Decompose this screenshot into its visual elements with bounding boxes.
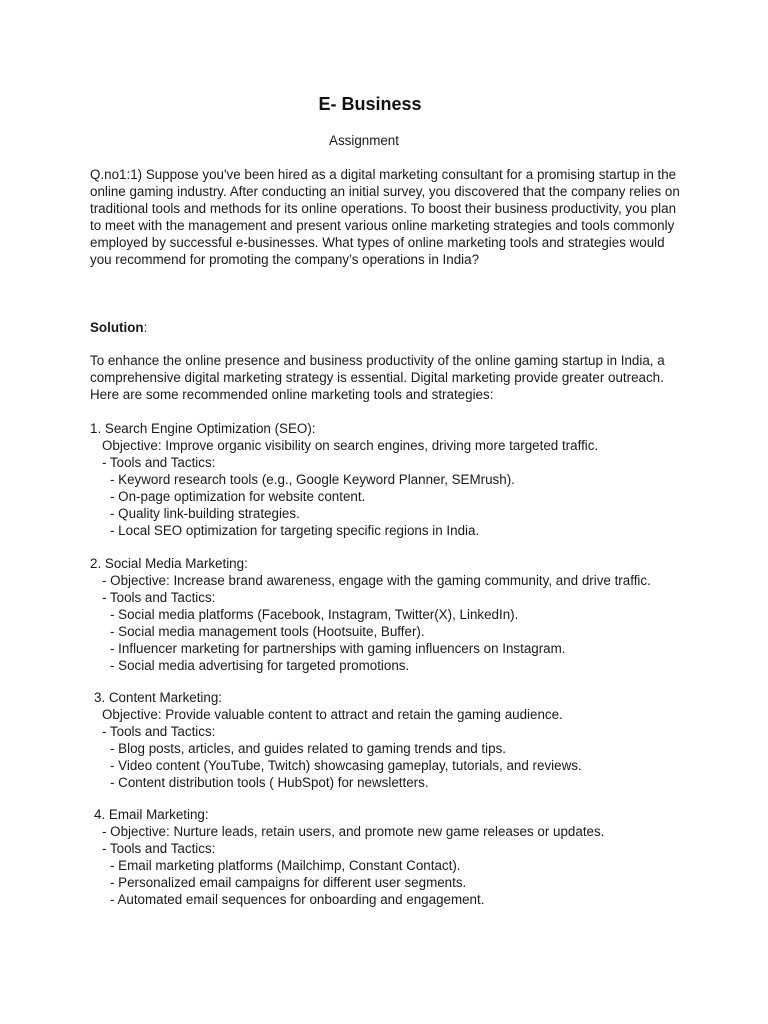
list-item: - Social media management tools (Hootsuite, Buffer). [110,624,425,639]
list-item: - Video content (YouTube, Twitch) showcasing gameplay, tutorials, and reviews. [110,758,582,773]
list-item: - Email marketing platforms (Mailchimp, Constant Contact). [110,858,461,873]
section-objective: Objective: Provide valuable content to attract and retain the gaming audience. [102,707,563,722]
question-text: Q.no1:1) Suppose you've been hired as a digital marketing consultant for a promising startup in the online gaming industry. After conducting an initial survey, you discovered that the company relies on traditional tools and methods for its online operations. To boost their business productivity, you plan to meet with the management and present various online marketing strategies and tools commonly employed by successful e-businesses. What types of online marketing tools and strategies would you recommend for promoting the company’s operations in India? [90,167,680,267]
list-item: - On-page optimization for website content. [110,489,366,504]
solution-intro: To enhance the online presence and business productivity of the online gaming startup in India, a comprehensive digital marketing strategy is essential. Digital marketing provide greater outreach. Here are some recommended online marketing tools and strategies: [90,353,665,402]
document-title: E- Business [318,94,422,114]
section-heading: 4. Email Marketing: [94,807,209,822]
list-item: - Content distribution tools ( HubSpot) for newsletters. [110,775,429,790]
solution-colon: : [143,320,148,335]
section-tools-label: - Tools and Tactics: [102,455,216,470]
section-tools-label: - Tools and Tactics: [102,841,216,856]
solution-heading [90,319,147,336]
section-tools-label: - Tools and Tactics: [102,724,216,739]
list-item: - Keyword research tools (e.g., Google Keyword Planner, SEMrush). [110,472,515,487]
list-item: - Social media advertising for targeted promotions. [110,658,410,673]
list-item: - Automated email sequences for onboarding and engagement. [110,892,485,907]
list-item: - Blog posts, articles, and guides related to gaming trends and tips. [110,741,506,756]
list-item: - Personalized email campaigns for different user segments. [110,875,467,890]
list-item: - Local SEO optimization for targeting specific regions in India. [110,523,480,538]
section-heading: 3. Content Marketing: [94,690,223,705]
list-item: - Social media platforms (Facebook, Instagram, Twitter(X), LinkedIn). [110,607,519,622]
section-objective: - Objective: Nurture leads, retain users, and promote new game releases or updates. [102,824,605,839]
section-objective: Objective: Improve organic visibility on search engines, driving more targeted traffic. [102,438,599,453]
section-heading: 2. Social Media Marketing: [90,556,248,571]
section-heading: 1. Search Engine Optimization (SEO): [90,421,316,436]
section-objective: - Objective: Increase brand awareness, engage with the gaming community, and drive traffic. [102,573,651,588]
section-tools-label: - Tools and Tactics: [102,590,216,605]
list-item: - Quality link-building strategies. [110,506,300,521]
solution-label: Solution [90,320,144,335]
document-subtitle: Assignment [329,133,399,148]
list-item: - Influencer marketing for partnerships with gaming influencers on Instagram. [110,641,566,656]
